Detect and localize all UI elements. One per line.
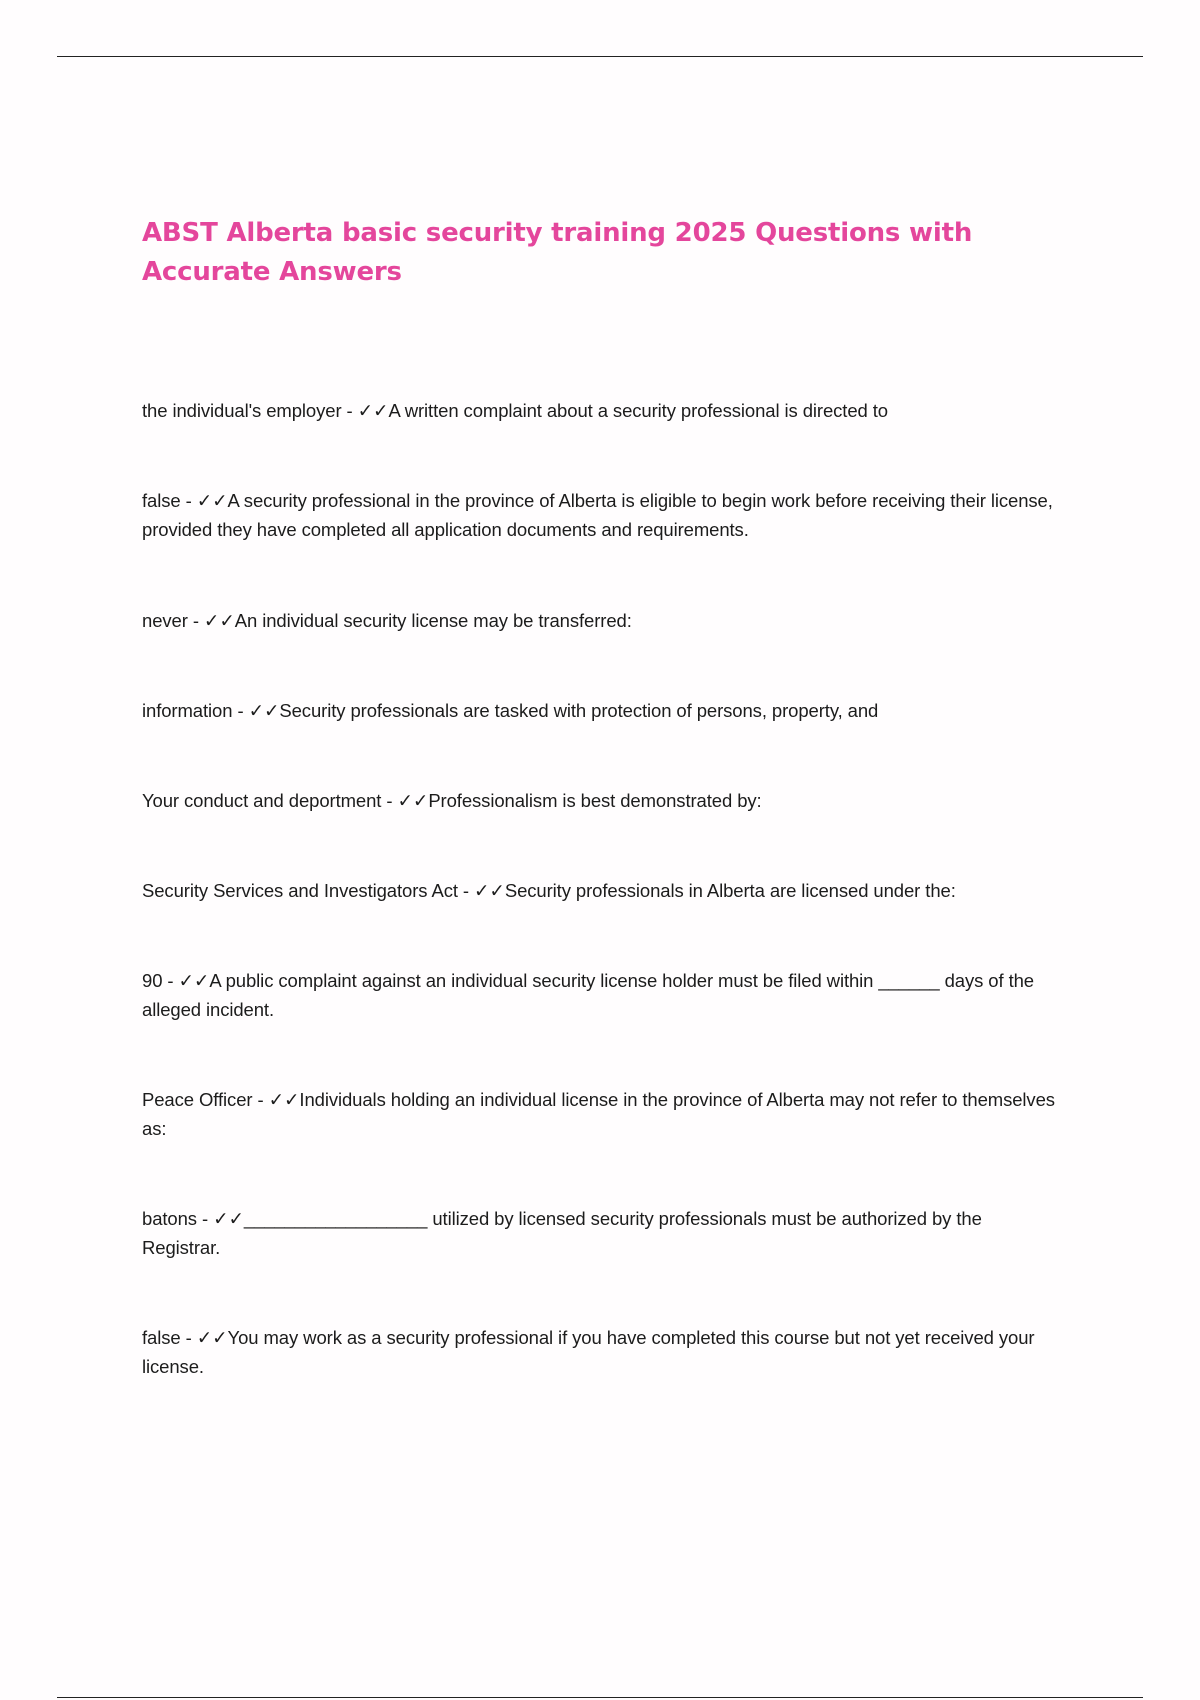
check-mark-icon: ✓✓ [196, 1327, 228, 1348]
question-text: A security professional in the province of Alberta is eligible to begin work before receiving their license, provided they have completed all application documents and requirements. [142, 490, 1058, 540]
qa-item [142, 877, 1062, 906]
separator: - [232, 700, 249, 721]
question-text: An individual security license may be transferred: [234, 610, 632, 631]
question-text: __________________ utilized by licensed security professionals must be authorized by the Registrar. [142, 1208, 987, 1258]
check-mark-icon: ✓✓ [196, 490, 228, 511]
separator: - [457, 880, 475, 901]
answer-text: 90 [142, 970, 163, 991]
question-text: Professionalism is best demonstrated by: [428, 790, 762, 811]
answer-text: batons [142, 1208, 197, 1229]
qa-item [142, 1086, 1062, 1143]
answer-text: Your conduct and deportment [142, 790, 382, 811]
qa-item [142, 487, 1062, 544]
check-mark-icon: ✓✓ [397, 790, 429, 811]
question-text: Security professionals are tasked with protection of persons, property, and [279, 700, 879, 721]
check-mark-icon: ✓✓ [203, 610, 235, 631]
qa-item [142, 787, 1062, 816]
answer-text: Peace Officer [142, 1089, 253, 1110]
separator: - [180, 490, 197, 511]
header-rule [57, 56, 1143, 57]
answer-text: Security Services and Investigators Act [142, 880, 458, 901]
qa-item [142, 1205, 1062, 1262]
separator: - [381, 790, 398, 811]
answer-text: the individual's employer [142, 400, 342, 421]
document-title: ABST Alberta basic security training 2025 Questions with Accurate Answers [142, 218, 973, 287]
check-mark-icon: ✓✓ [268, 1089, 300, 1110]
qa-item [142, 607, 1062, 636]
qa-item [142, 697, 1062, 726]
question-text: A public complaint against an individual security license holder must be filed within ______ days of the alleged incident. [142, 970, 1040, 1020]
answer-text: false [142, 490, 181, 511]
separator: - [162, 970, 179, 991]
check-mark-icon: ✓✓ [178, 970, 210, 991]
separator: - [187, 610, 204, 631]
qa-item [142, 1324, 1062, 1381]
question-text: You may work as a security professional if you have completed this course but not yet received your license. [142, 1327, 1040, 1377]
qa-item [142, 967, 1062, 1024]
answer-text: information [142, 700, 233, 721]
footer-rule [57, 1697, 1143, 1698]
separator: - [180, 1327, 197, 1348]
check-mark-icon: ✓✓ [357, 400, 389, 421]
separator: - [252, 1089, 269, 1110]
check-mark-icon: ✓✓ [474, 880, 505, 901]
check-mark-icon: ✓✓ [213, 1208, 244, 1229]
answer-text: never [142, 610, 188, 631]
separator: - [341, 400, 358, 421]
separator: - [196, 1208, 214, 1229]
check-mark-icon: ✓✓ [248, 700, 280, 721]
question-text: A written complaint about a security professional is directed to [388, 400, 888, 421]
question-text: Security professionals in Alberta are licensed under the: [504, 880, 956, 901]
question-text: Individuals holding an individual license in the province of Alberta may not refer to themselves as: [142, 1089, 1060, 1139]
answer-text: false [142, 1327, 181, 1348]
qa-item [142, 397, 1062, 426]
